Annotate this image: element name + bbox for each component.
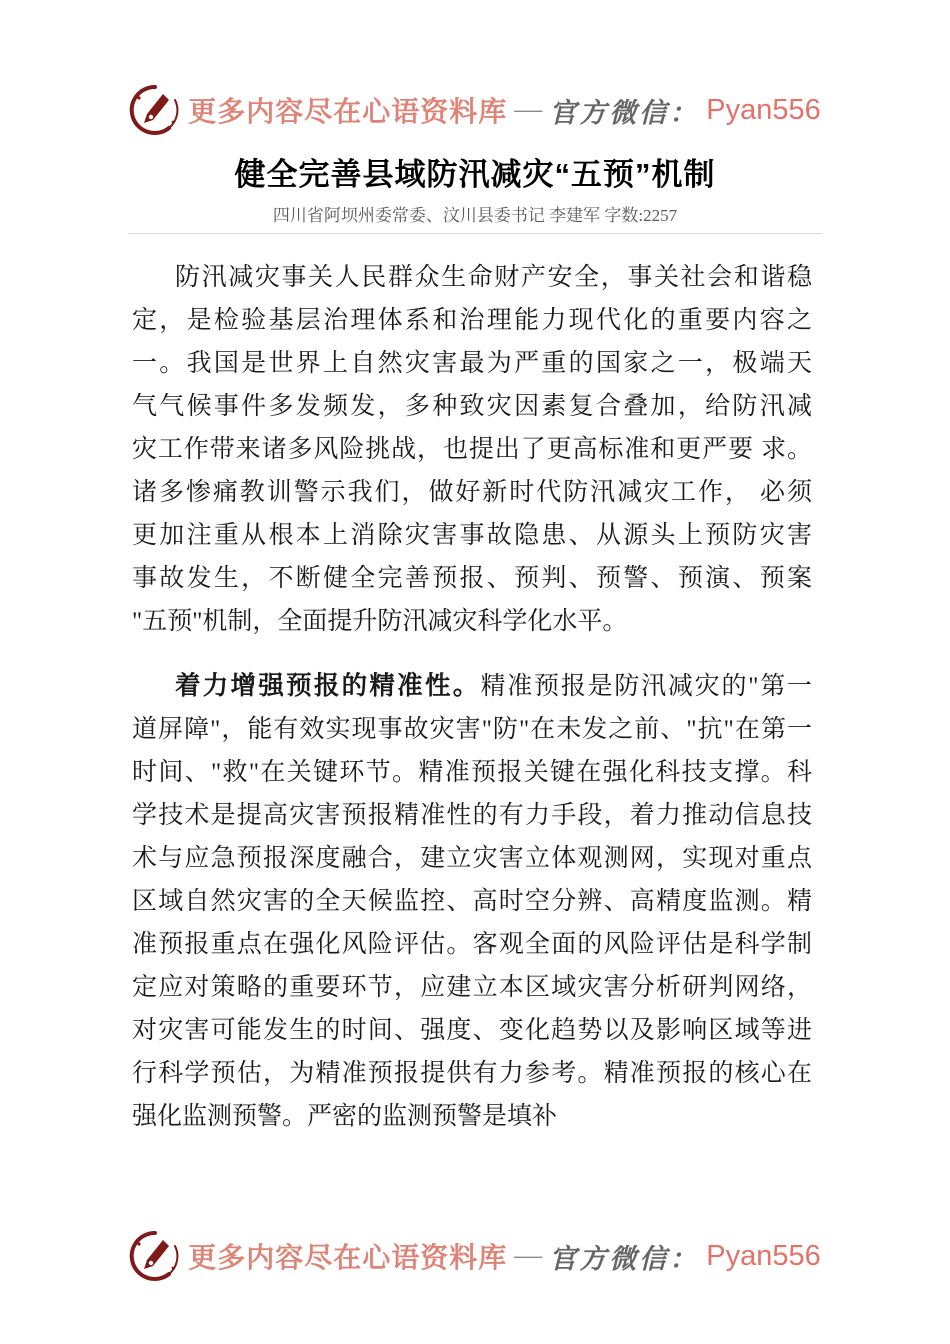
paragraph-line [132,665,812,708]
wechat-label: 官方微信： [549,1243,700,1274]
paragraph-line: 更加注重从根本上消除灾害事故隐患、从源头上预防灾害 [132,522,812,549]
header-banner [0,82,950,138]
paragraph-line [132,256,812,299]
paragraph-line: 区域自然灾害的全天候监控、高时空分辨、高精度监测。精 [132,888,812,915]
paragraph-lead-bold: 着力增强预报的精准性。 [175,672,481,700]
paragraph-text: 精准预报是防汛减灾的"第一 [480,673,812,700]
paragraph-line: 定应对策略的重要环节，应建立本区域灾害分析研判网络， [132,974,812,1001]
paragraph-line: 强化监测预警。严密的监测预警是填补 [132,1103,558,1130]
paragraph-line: 气气候事件多发频发，多种致灾因素复合叠加，给防汛减 [132,393,812,420]
paragraph-line: 事故发生，不断健全完善预报、预判、预警、预演、预案 [132,565,812,592]
paragraph-line: 定，是检验基层治理体系和治理能力现代化的重要内容之 [132,307,812,334]
paragraph-line: 道屏障"，能有效实现事故灾害"防"在未发之前、"抗"在第一 [132,716,812,743]
pen-nib-swirl-icon [129,1230,181,1282]
paragraph-2 [132,665,812,1138]
paragraph-line: 术与应急预报深度融合，建立灾害立体观测网，实现对重点 [132,845,812,872]
paragraph-line: 一。我国是世界上自然灾害最为严重的国家之一，极端天 [132,350,812,377]
brand-text: 更多内容尽在心语资料库 [188,97,508,128]
paragraph-line: 对灾害可能发生的时间、强度、变化趋势以及影响区域等进 [132,1017,812,1044]
paragraph-line: 行科学预估，为精准预报提供有力参考。精准预报的核心在 [132,1060,812,1087]
page-title: 健全完善县域防汛减灾“五预”机制 [234,157,716,192]
byline: 四川省阿坝州委常委、汶川县委书记 李建军 字数:2257 [272,206,678,225]
paragraph-lines [132,708,812,1138]
paragraph-line: 诸多惨痛教训警示我们，做好新时代防汛减灾工作， 必须 [132,479,812,506]
paragraph-text: 防汛减灾事关人民群众生命财产安全，事关社会和谐稳 [175,264,812,291]
paragraph-line: 学技术是提高灾害预报精准性的有力手段，着力推动信息技 [132,802,812,829]
brand-dash: — [514,94,543,125]
paragraph-line: 准预报重点在强化风险评估。客观全面的风险评估是科学制 [132,931,812,958]
paragraph-line: "五预"机制，全面提升防汛减灾科学化水平。 [132,608,628,635]
document-body [132,256,812,1138]
wechat-id: Pyan556 [706,1239,821,1272]
divider-line [128,233,822,234]
brand-text: 更多内容尽在心语资料库 [188,1243,508,1274]
footer-banner [0,1228,950,1284]
paragraph-1 [132,256,812,643]
brand-dash: — [514,1240,543,1271]
paragraph-line: 灾工作带来诸多风险挑战，也提出了更高标准和更严要 求。 [132,436,812,463]
wechat-label: 官方微信： [549,97,700,128]
wechat-id: Pyan556 [706,93,821,126]
pen-nib-swirl-icon [129,84,181,136]
paragraph-lines [132,299,812,643]
paragraph-line: 时间、"救"在关键环节。精准预报关键在强化科技支撑。科 [132,759,812,786]
